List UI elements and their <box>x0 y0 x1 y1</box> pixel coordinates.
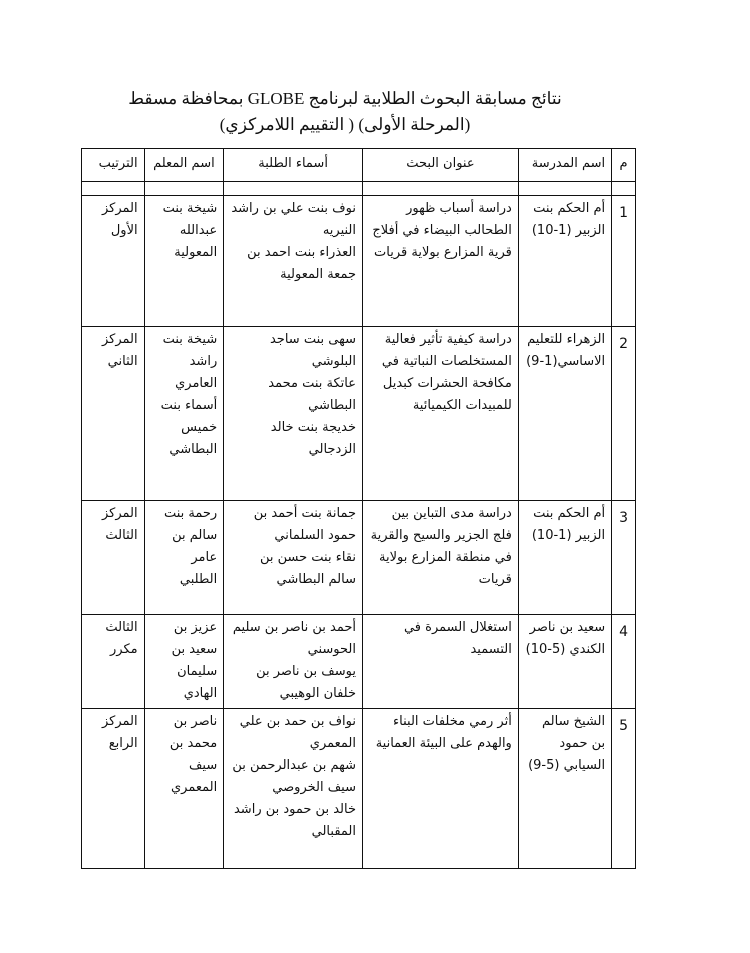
rank: المركز الرابع <box>82 709 145 869</box>
student-name: عاتكة بنت محمد البطاشي <box>268 376 356 413</box>
table-header-row <box>82 149 636 182</box>
row-number: 1 <box>612 196 636 327</box>
research-title: دراسة مدى التباين بين فلج الجزير والسيح والقرية في منطقة المزارع بولاية قريات <box>363 501 519 615</box>
student-name: خديجة بنت خالد الزدجالي <box>270 420 356 457</box>
document-subtitle: (المرحلة الأولى) ( التقييم اللامركزي) <box>219 115 471 134</box>
student-name: أحمد بن ناصر بن سليم الحوسني <box>232 620 356 657</box>
table-row <box>82 615 636 709</box>
teacher-name: أسماء بنت خميس البطاشي <box>160 398 218 457</box>
student-name: يوسف بن ناصر بن خلفان الوهيبي <box>256 664 356 701</box>
header-school: اسم المدرسة <box>518 149 611 182</box>
research-title: دراسة كيفية تأثير فعالية المستخلصات النباتية في مكافحة الحشرات كبديل للمبيدات الكيميائية <box>363 327 519 501</box>
research-title: استغلال السمرة في التسميد <box>363 615 519 709</box>
student-name: جمانة بنت أحمد بن حمود السلماني <box>253 506 356 543</box>
student-names <box>224 196 363 327</box>
table-row <box>82 501 636 615</box>
school-name: أم الحكم بنت الزبير (1-10) <box>518 196 611 327</box>
student-name: نقاء بنت حسن بن سالم البطاشي <box>259 550 356 587</box>
row-number: 3 <box>612 501 636 615</box>
teacher-names <box>144 709 224 869</box>
student-name: خالد بن حمود بن راشد المقبالي <box>233 802 356 839</box>
table-row <box>82 709 636 869</box>
teacher-name: رحمة بنت سالم بن عامر الطلبي <box>163 506 218 587</box>
teacher-name: ناصر بن محمد بن سيف المعمري <box>169 714 218 795</box>
row-number: 5 <box>612 709 636 869</box>
teacher-names <box>144 615 224 709</box>
school-name: الشيخ سالم بن حمود السيابي (5-9) <box>518 709 611 869</box>
rank: الثالث مكرر <box>82 615 145 709</box>
rank: المركز الثاني <box>82 327 145 501</box>
school-name: الزهراء للتعليم الاساسي(1-9) <box>518 327 611 501</box>
teacher-names <box>144 196 224 327</box>
school-name: سعيد بن ناصر الكندي (5-10) <box>518 615 611 709</box>
research-title: أثر رمي مخلفات البناء والهدم على البيئة العمانية <box>363 709 519 869</box>
table-row <box>82 327 636 501</box>
table-row <box>82 196 636 327</box>
header-students: أسماء الطلبة <box>224 149 363 182</box>
row-number: 2 <box>612 327 636 501</box>
rank: المركز الأول <box>82 196 145 327</box>
results-table <box>81 148 636 869</box>
student-name: نواف بن حمد بن علي المعمري <box>239 714 356 751</box>
school-name: أم الحكم بنت الزبير (1-10) <box>518 501 611 615</box>
student-name: العذراء بنت احمد بن جمعة المعولية <box>247 245 356 282</box>
teacher-name: شيخة بنت راشد العامري <box>162 332 218 391</box>
teacher-names <box>144 501 224 615</box>
row-number: 4 <box>612 615 636 709</box>
student-name: شهم بن عبدالرحمن بن سيف الخروصي <box>232 758 356 795</box>
student-name: نوف بنت علي بن راشد النيريه <box>231 201 356 238</box>
document-title: نتائج مسابقة البحوث الطلابية لبرنامج GLOBE بمحافظة مسقط <box>128 89 562 108</box>
student-name: سهى بنت ساجد البلوشي <box>269 332 356 369</box>
teacher-name: شيخة بنت عبدالله المعولية <box>162 201 218 260</box>
research-title: دراسة أسباب ظهور الطحالب البيضاء في أفلاج قرية المزارع بولاية قريات <box>363 196 519 327</box>
rank: المركز الثالث <box>82 501 145 615</box>
header-research-title: عنوان البحث <box>363 149 519 182</box>
student-names <box>224 615 363 709</box>
student-names <box>224 709 363 869</box>
header-rank: الترتيب <box>82 149 145 182</box>
teacher-name: عزيز بن سعيد بن سليمان الهادي <box>171 620 218 701</box>
student-names <box>224 501 363 615</box>
teacher-names <box>144 327 224 501</box>
header-m: م <box>612 149 636 182</box>
header-teacher: اسم المعلم <box>144 149 224 182</box>
header-spacer-row <box>82 182 636 196</box>
student-names <box>224 327 363 501</box>
